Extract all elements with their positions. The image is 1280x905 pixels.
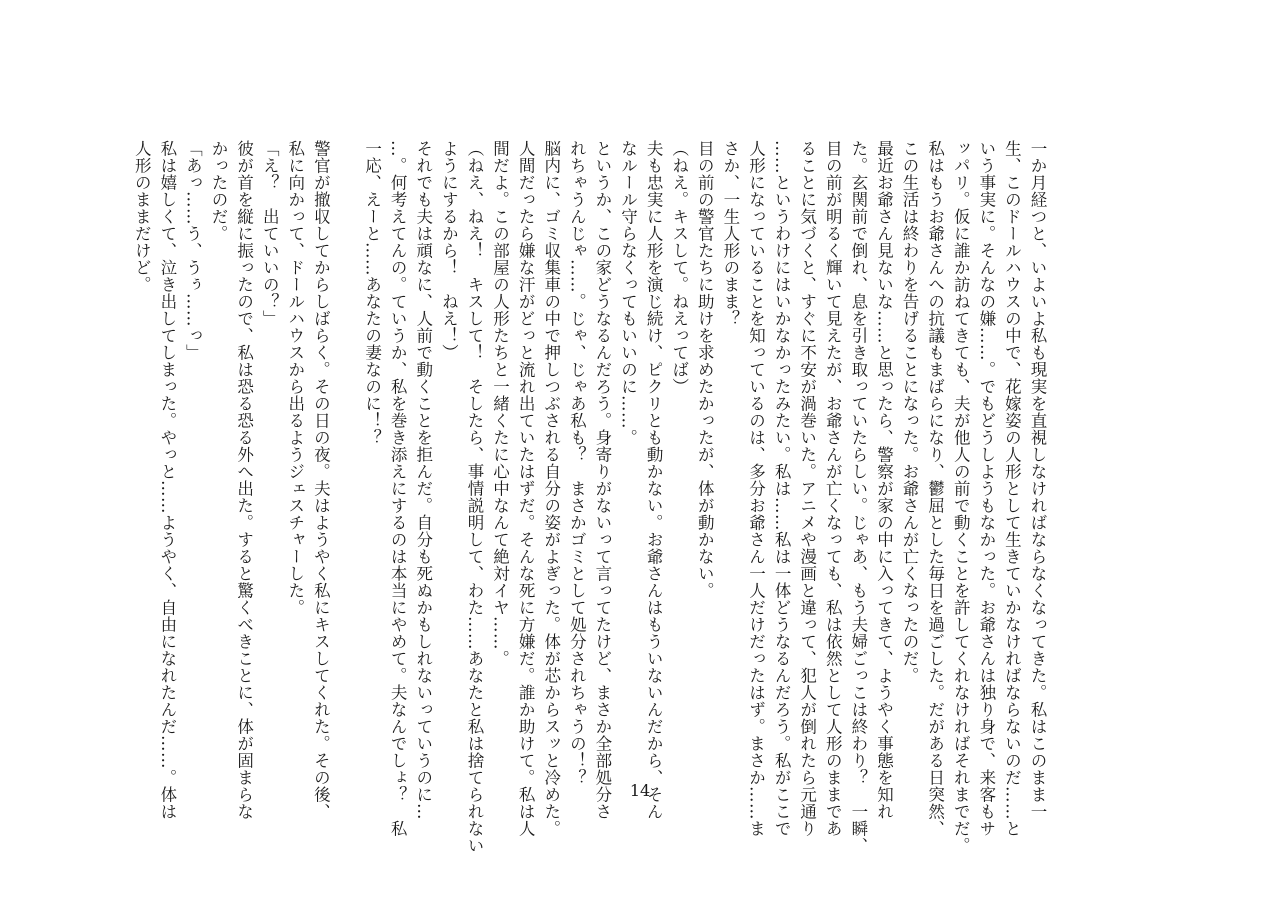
text-line: （ねえ、ねえ！ キスして！ そしたら、事情説明して、わた……あなたと私は捨てられない [464, 140, 484, 854]
text-line: この生活は終わりを告げることになった。お爺さんが亡くなったのだ。 [900, 140, 920, 684]
text-line: た。玄関前で倒れ、息を引き取っていたらしい。じゃあ、もう夫婦ごっこは終わり？ 一瞬、 [848, 140, 868, 854]
text-line: 「え？ 出ていいの？」 [260, 140, 280, 327]
text-line: れちゃうんじゃ……。じゃ、じゃあ私も？ まさかゴミとして処分されちゃうの！？ [567, 140, 587, 786]
text-line: 一か月経つと、いよいよ私も現実を直視しなければならなくなってきた。私はこのまま一 [1028, 140, 1047, 820]
text-line: 目の前の警官たちに助けを求めたかったが、体が動かない。 [695, 140, 715, 599]
text-line: かったのだ。 [209, 140, 228, 242]
text-line: ることに気づくと、すぐに不安が渦巻いた。アニメや漫画と違って、犯人が倒れたら元通り [797, 140, 817, 837]
text-line: 脳内に、ゴミ収集車の中で押しつぶされる自分の姿がよぎった。体が芯からスッと冷めた。 [541, 140, 561, 837]
text-line: 私はもうお爺さんへの抗議もまばらになり、鬱屈とした毎日を過ごした。だがある日突然、 [925, 140, 945, 837]
text-line: 最近お爺さん見ないな……と思ったら、警察が家の中に入ってきて、ようやく事態を知れ [874, 140, 894, 820]
blank-line [333, 140, 359, 780]
text-line: なルール守らなくってもいいのに……。 [618, 140, 638, 446]
text-line: ……というわけにはいかなかったみたい。私は……私は一体どうなるんだろう。私がここで [772, 140, 792, 837]
page-number: 14 [629, 781, 651, 800]
text-line: （ねえ。キスして。ねえってば） [669, 140, 689, 395]
text-line: 人形のままだけど。 [132, 140, 152, 293]
text-line: 警官が撤収してからしばらく。その日の夜。夫はようやく私にキスしてくれた。その後、 [311, 140, 331, 820]
text-line: というか、この家どうなるんだろう。身寄りがないって言ってたけど、まさか全部処分さ [592, 140, 612, 820]
text-line: 一応、えーと……あなたの妻なのに！？ [362, 140, 382, 446]
text-line: 生、このドールハウスの中で、花嫁姿の人形として生きていかなければならないのだ……と [1002, 140, 1022, 837]
text-line: 「あっ……う、うぅ……っ」 [183, 140, 203, 361]
text-line: ッパリ。仮に誰か訪ねてきても、夫が他人の前で動くことを許してくれなければそれまでだ。 [951, 140, 971, 854]
text-line: ようにするから！ ねえ！） [439, 140, 459, 361]
text-line: 彼が首を縦に振ったので、私は恐る恐る外へ出た。すると驚くべきことに、体が固まらな [234, 140, 254, 820]
text-line: 人間だったら嫌な汗がどっと流れ出ていたはずだ。そんな死に方嫌だ。誰か助けて。私は人 [516, 140, 536, 837]
text-line: 人形になっていることを知っているのは、多分お爺さん一人だけだったはず。まさか……ま [746, 140, 766, 837]
text-line: 夫も忠実に人形を演じ続け、ピクリとも動かない。お爺さんはもういないんだから、そん [644, 140, 664, 820]
text-line: …。何考えてんの。ていうか、私を巻き添えにするのは本当にやめて。夫なんでしょ？ 私 [388, 140, 408, 837]
text-line: さか、一生人形のまま？ [720, 140, 740, 327]
text-line: 目の前が明るく輝いて見えたが、お爺さんが亡くなっても、私は依然として人形のままであ [823, 140, 843, 837]
text-line: 私に向かって、ドールハウスから出るようジェスチャーした。 [285, 140, 305, 616]
text-line: 私は嬉しくて、泣き出してしまった。やっと……ようやく、自由になれたんだ……。体は [157, 140, 177, 820]
text-line: 間だよ。この部屋の人形たちと一緒くたに心中なんて絶対イヤ……。 [490, 140, 510, 667]
text-line: それでも夫は頑なに、人前で動くことを拒んだ。自分も死ぬかもしれないっていうのに… [413, 140, 433, 820]
text-line: いう事実に。そんなの嫌……。でもどうしようもなかった。お爺さんは独り身で、来客もサ [976, 140, 996, 837]
